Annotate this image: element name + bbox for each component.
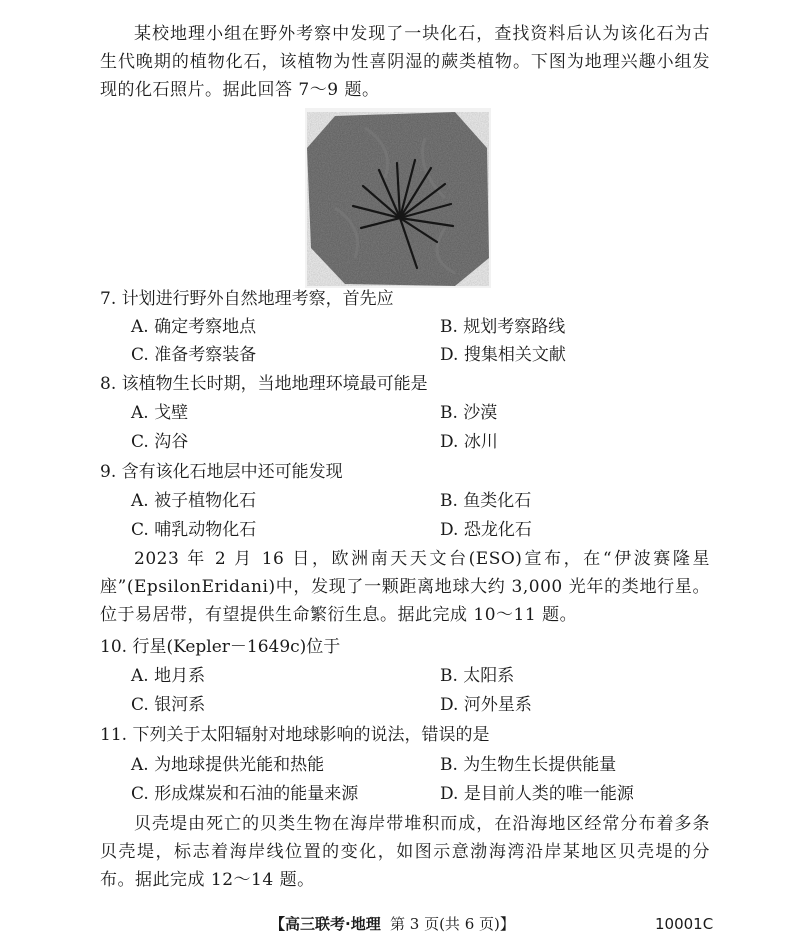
q11-option-c: C. 形成煤炭和石油的能量来源 — [131, 784, 359, 804]
q10-option-b: B. 太阳系 — [440, 666, 515, 686]
question-7: 7. 计划进行野外自然地理考察，首先应 — [100, 289, 394, 309]
q11-option-a: A. 为地球提供光能和热能 — [131, 755, 325, 775]
q7-option-a: A. 确定考察地点 — [131, 317, 257, 337]
q9-option-d: D. 恐龙化石 — [440, 520, 532, 540]
q10-option-c: C. 银河系 — [131, 695, 206, 715]
question-9: 9. 含有该化石地层中还可能发现 — [100, 462, 343, 482]
q9-option-b: B. 鱼类化石 — [440, 491, 532, 511]
passage-exoplanet: 2023 年 2 月 16 日，欧洲南天天文台(ESO)宣布，在“伊波赛隆星座”(EpsilonEridani)中，发现了一颗距离地球大约 3,000 光年的类地行星。位于易居带，有望提供生命繁衍生息。据此完成 10～11 题。 — [100, 549, 710, 625]
q8-option-b: B. 沙漠 — [440, 403, 498, 423]
q8-option-d: D. 冰川 — [440, 432, 498, 452]
q7-option-b: B. 规划考察路线 — [440, 317, 566, 337]
q8-option-c: C. 沟谷 — [131, 432, 189, 452]
footer-code: 10001C — [655, 915, 714, 933]
q8-option-a: A. 戈壁 — [131, 403, 189, 423]
fossil-photo — [305, 108, 491, 288]
question-11: 11. 下列关于太阳辐射对地球影响的说法，错误的是 — [100, 725, 490, 745]
q11-option-d: D. 是目前人类的唯一能源 — [440, 784, 634, 804]
footer-exam-title: 【高三联考·地理 — [270, 915, 381, 933]
q7-option-d: D. 搜集相关文献 — [440, 345, 566, 365]
question-8: 8. 该植物生长时期，当地地理环境最可能是 — [100, 374, 428, 394]
q10-option-a: A. 地月系 — [131, 666, 206, 686]
question-10: 10. 行星(Kepler－1649c)位于 — [100, 637, 341, 657]
passage-shell-ridge: 贝壳堤由死亡的贝类生物在海岸带堆积而成，在沿海地区经常分布着多条贝壳堤，标志着海岸线位置的变化，如图示意渤海湾沿岸某地区贝壳堤的分布。据此完成 12～14 题。 — [100, 814, 710, 890]
q10-option-d: D. 河外星系 — [440, 695, 532, 715]
q9-option-a: A. 被子植物化石 — [131, 491, 257, 511]
q7-option-c: C. 准备考察装备 — [131, 345, 257, 365]
passage-fossil: 某校地理小组在野外考察中发现了一块化石，查找资料后认为该化石为古生代晚期的植物化石，该植物为性喜阴湿的蕨类植物。下图为地理兴趣小组发现的化石照片。据此回答 7～9 题。 — [100, 24, 710, 100]
q9-option-c: C. 哺乳动物化石 — [131, 520, 257, 540]
q11-option-b: B. 为生物生长提供能量 — [440, 755, 617, 775]
footer-page-number: 第 3 页(共 6 页)】 — [390, 915, 515, 933]
